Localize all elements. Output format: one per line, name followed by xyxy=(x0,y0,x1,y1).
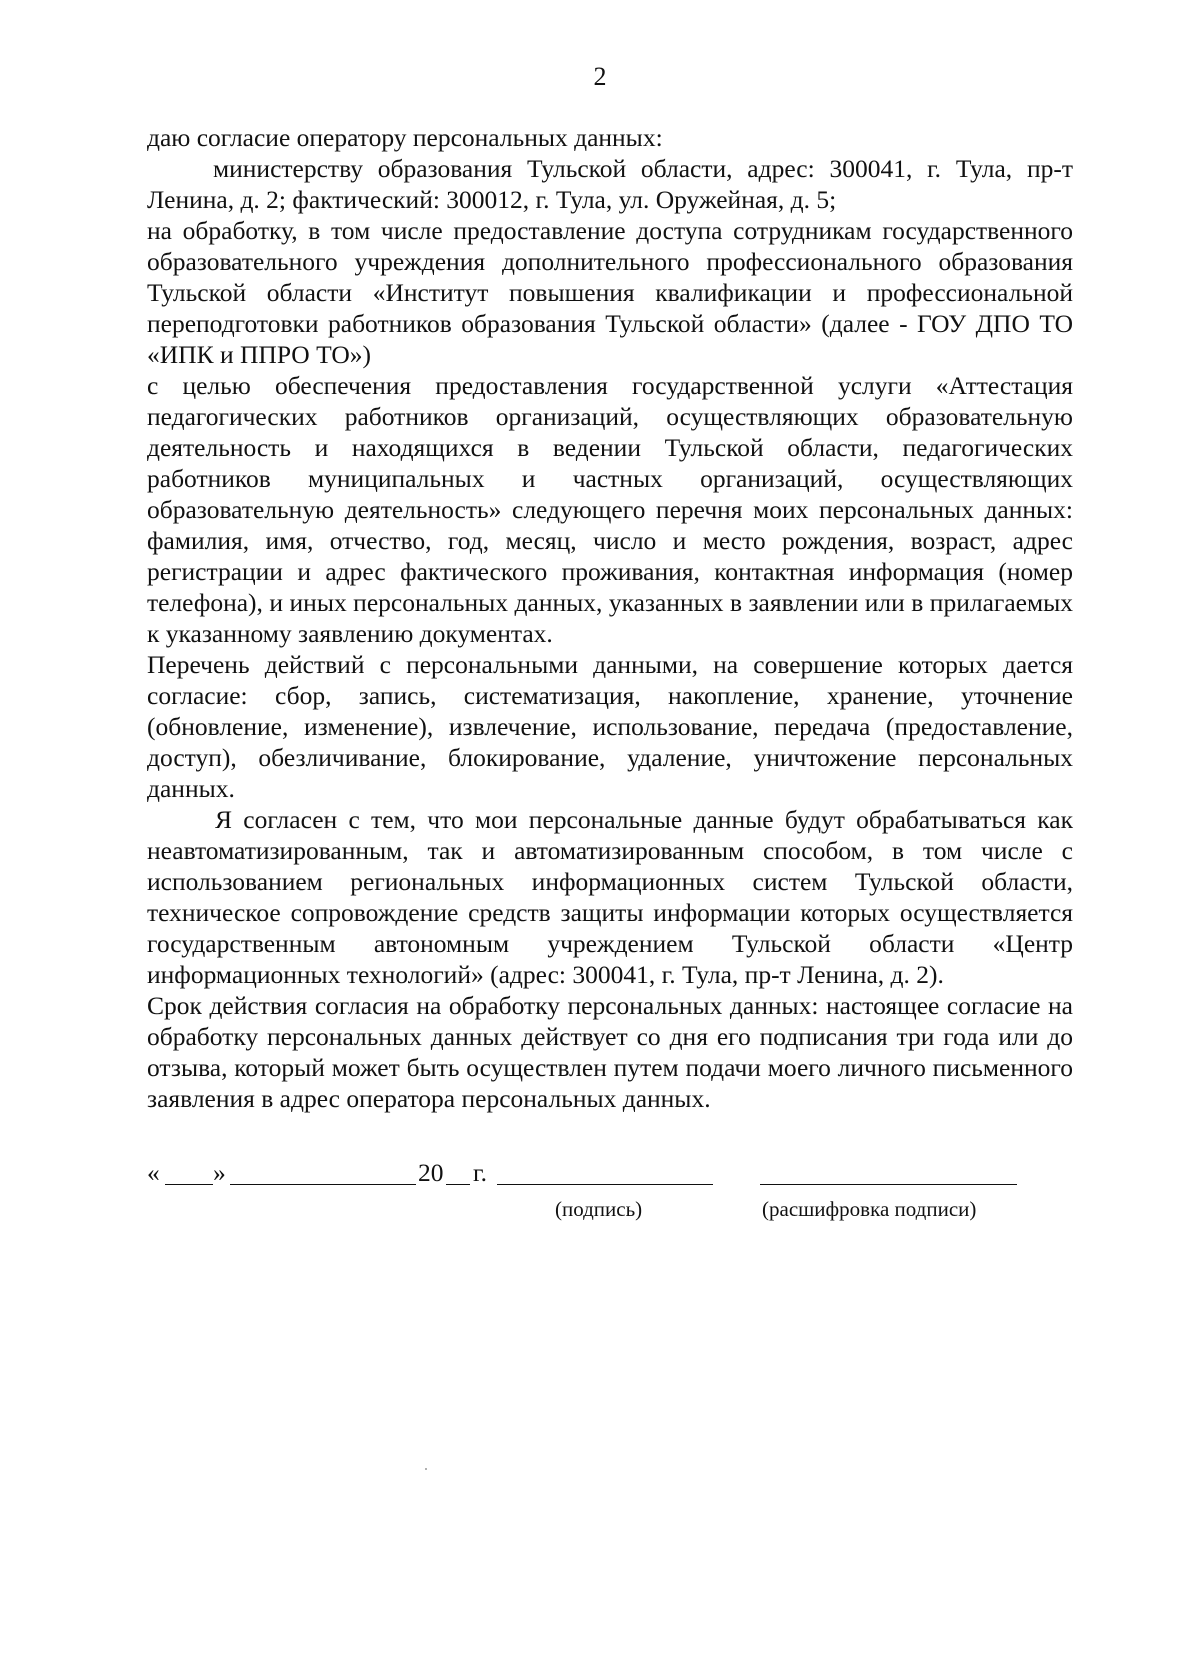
signature-caption: (подпись) xyxy=(555,1197,643,1221)
month-blank[interactable] xyxy=(230,1184,416,1185)
signature-decoding-blank[interactable] xyxy=(760,1184,1017,1185)
paragraph-purpose: с целью обеспечения предоставления государственной услуги «Аттестация педагогических работников организаций, осуществляющих образовательную деятельность и находящихся в ведении Тульской области, педагогических работников муниципальных и частных организаций, осуществляющих образовательную деятельность» следующего перечня моих персональных данных: фамилия, имя, отчество, год, месяц, число и место рождения, возраст, адрес регистрации и адрес фактического проживания, контактная информация (номер телефона), и иных персональных данных, указанных в заявлении или в прилагаемых к указанному заявлению документах. xyxy=(147,371,1073,648)
signature-row xyxy=(0,1158,1200,1198)
signature-decoding-caption: (расшифровка подписи) xyxy=(762,1197,977,1221)
paragraph-validity-term: Срок действия согласия на обработку персональных данных: настоящее согласие на обработку персональных данных действует со дня его подписания три года или до отзыва, который может быть осуществлен путем подачи моего личного письменного заявления в адрес оператора персональных данных. xyxy=(147,991,1073,1113)
open-quote: « xyxy=(147,1158,160,1187)
paragraph-processing-access: на обработку, в том числе предоставление доступа сотрудникам государственного образовательного учреждения дополнительного профессионального образования Тульской области «Институт повышения квалификации и профессиональной переподготовки работников образования Тульской области» (далее - ГОУ ДПО ТО «ИПК и ППРО ТО») xyxy=(147,216,1073,369)
consent-body xyxy=(147,122,1073,1114)
paragraph-actions-list: Перечень действий с персональными данными, на совершение которых дается согласие: сбор, запись, систематизация, накопление, хранение, уточнение (обновление, изменение), извлечение, использование, передача (предоставление, доступ), обезличивание, блокирование, удаление, уничтожение персональных данных. xyxy=(147,650,1073,803)
paragraph-processing-methods: Я согласен с тем, что мои персональные данные будут обрабатываться как неавтоматизированным, так и автоматизированным способом, в том числе с использованием региональных информационных систем Тульской области, техническое сопровождение средств защиты информации которых осуществляется государственным автономным учреждением Тульской области «Центр информационных технологий» (адрес: 300041, г. Тула, пр-т Ленина, д. 2). xyxy=(147,805,1073,989)
day-blank[interactable] xyxy=(165,1184,213,1185)
signature-blank[interactable] xyxy=(497,1184,713,1185)
scan-speck xyxy=(425,1468,427,1470)
year-prefix: 20 xyxy=(418,1158,444,1187)
paragraph-operator-address: министерству образования Тульской области, адрес: 300041, г. Тула, пр-т Ленина, д. 2; фактический: 300012, г. Тула, ул. Оружейная, д. 5; xyxy=(147,154,1073,214)
page-number: 2 xyxy=(593,62,607,91)
close-quote: » xyxy=(213,1158,226,1187)
year-suffix: г. xyxy=(473,1158,487,1187)
paragraph-operator-intro: даю согласие оператору персональных данных: xyxy=(147,123,663,152)
year-blank[interactable] xyxy=(446,1184,470,1185)
